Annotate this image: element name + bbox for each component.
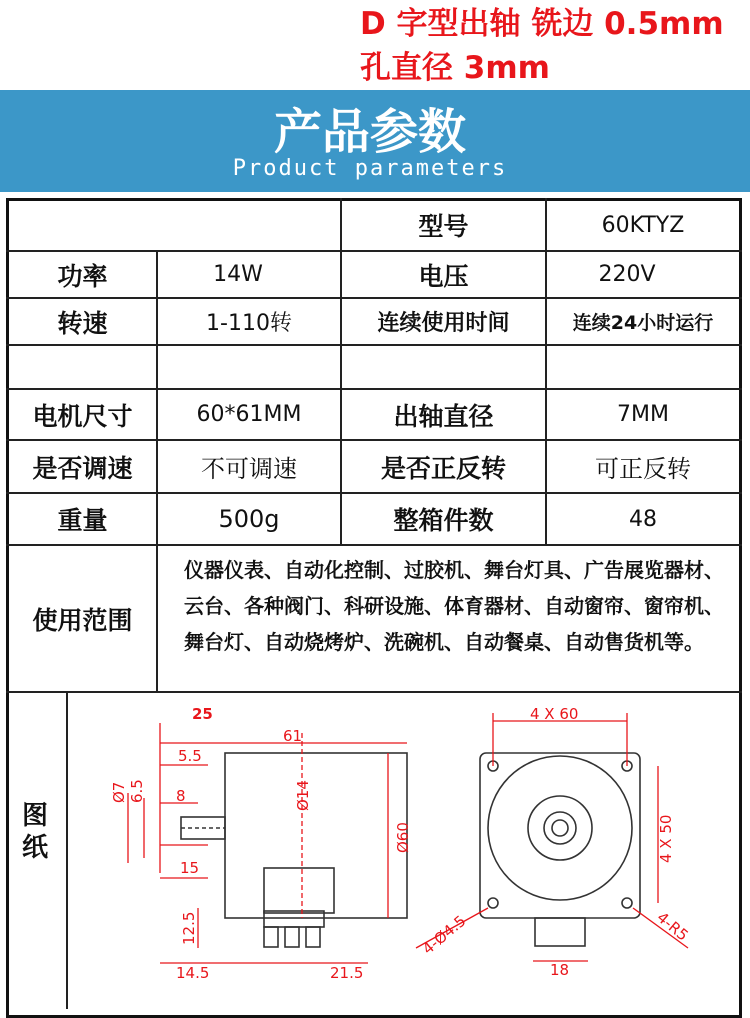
band-title: 产品参数	[273, 104, 466, 160]
dim-25: 25	[192, 705, 213, 723]
weight-label: 重量	[57, 506, 108, 535]
motor-body-side	[225, 753, 407, 918]
hub-inner	[544, 812, 576, 844]
model-value: 60KTYZ	[601, 212, 685, 238]
terminal-box	[264, 868, 334, 913]
dim-4d4-5: 4-Ø4.5	[419, 911, 470, 959]
dim-d14: Ø14	[294, 780, 312, 811]
front-terminal-block	[535, 918, 585, 946]
motor-face-circle	[488, 756, 632, 900]
shaft-label: 出轴直径	[393, 401, 494, 431]
band-subtitle: Product parameters	[232, 156, 508, 181]
runtime-label: 连续使用时间	[377, 311, 510, 336]
drawing-label: 图纸	[21, 801, 48, 863]
dim-4x50: 4 X 50	[657, 814, 675, 863]
dim-4r5: 4-R5	[653, 908, 692, 945]
promo-line-1: D 字型出轴 铣边 0.5mm	[360, 6, 724, 42]
reverse-value: 可正反转	[595, 455, 691, 483]
hub-outer	[528, 796, 592, 860]
voltage-label: 电压	[418, 261, 469, 291]
dim-15: 15	[180, 859, 200, 877]
box-label: 整箱件数	[393, 506, 494, 535]
size-value: 60*61MM	[196, 402, 302, 427]
terminal-1	[264, 927, 278, 947]
speed-value: 1-110转	[206, 311, 292, 336]
mount-hole-bl	[488, 898, 498, 908]
adjust-label: 是否调速	[32, 453, 133, 483]
terminal-3	[306, 927, 320, 947]
dim-4x60: 4 X 60	[530, 705, 579, 723]
model-label: 型号	[418, 212, 469, 241]
usage-text: 仪器仪表、自动化控制、过胶机、舞台灯具、广告展览器材、云台、各种阀门、科研设施、体育器材、自动窗帘、窗帘机、舞台灯、自动烧烤炉、洗碗机、自动餐桌、自动售货机等。	[184, 558, 724, 654]
dim-5-5: 5.5	[178, 747, 202, 765]
dim-61: 61	[283, 727, 303, 745]
shaft-value: 7MM	[617, 402, 669, 427]
dim-8: 8	[176, 787, 186, 805]
promo-line-2: 孔直径 3mm	[360, 50, 550, 86]
dim-21-5: 21.5	[330, 964, 364, 982]
speed-label: 转速	[57, 308, 108, 338]
row-divider	[6, 344, 742, 346]
voltage-value: 220V	[598, 262, 656, 287]
dim-18: 18	[550, 961, 570, 979]
usage-label: 使用范围	[32, 605, 133, 635]
dim-12-5: 12.5	[180, 911, 198, 945]
promo-text	[360, 2, 724, 90]
motor-drawing	[68, 693, 742, 1009]
runtime-value: 连续24小时运行	[572, 312, 714, 334]
mount-hole-br	[622, 898, 632, 908]
dim-d7: Ø7	[110, 781, 128, 803]
power-label: 功率	[57, 261, 108, 291]
adjust-value: 不可调速	[201, 455, 297, 483]
shaft-hole	[552, 820, 568, 836]
power-value: 14W	[213, 262, 263, 287]
weight-value: 500g	[218, 505, 280, 533]
dim-d60: Ø60	[394, 822, 412, 853]
dim-14-5: 14.5	[176, 964, 210, 982]
reverse-label: 是否正反转	[380, 453, 506, 483]
size-label: 电机尺寸	[32, 401, 133, 431]
dim-6-5: 6.5	[128, 779, 146, 803]
box-value: 48	[629, 506, 657, 532]
terminal-2	[285, 927, 299, 947]
